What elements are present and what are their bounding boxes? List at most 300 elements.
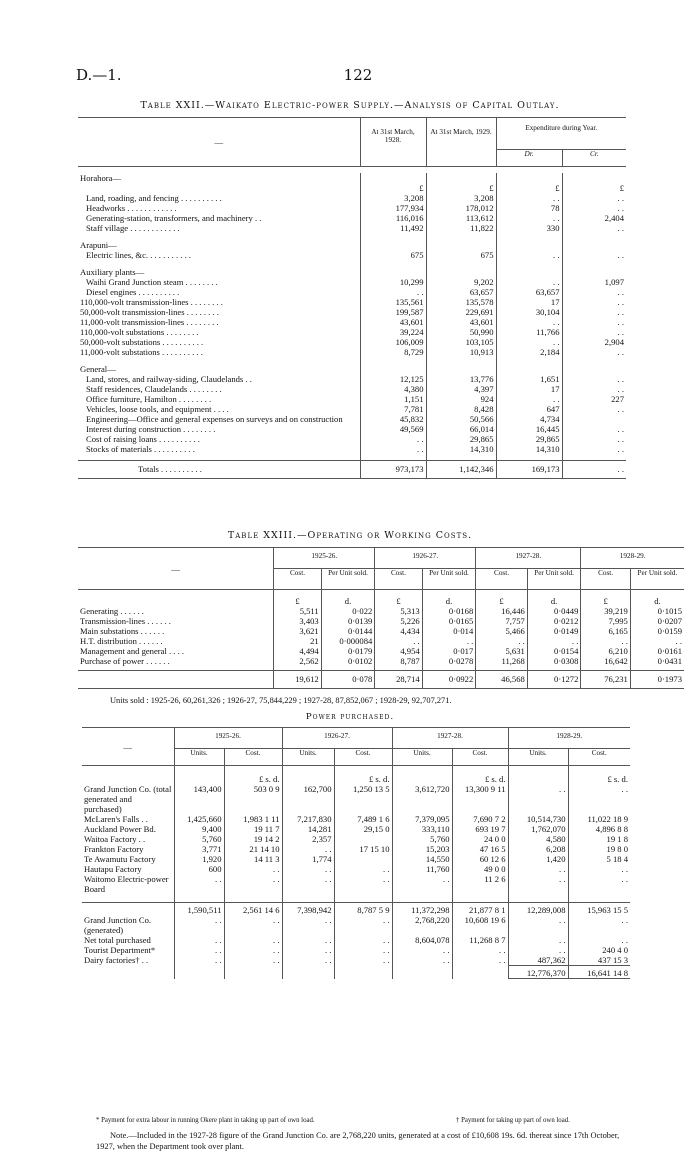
table-row	[78, 337, 626, 347]
year-1928-29: 1928-29.	[619, 552, 646, 560]
value-1929: 10,913	[426, 347, 496, 357]
value-cost: 24 0 0	[452, 834, 508, 844]
row-label: General—	[78, 364, 360, 374]
table-row	[78, 297, 626, 307]
value-cr: . .	[617, 347, 624, 357]
pp-year-1925-26: 1925-26.	[174, 728, 282, 749]
value-cr	[562, 233, 626, 240]
value-cr	[562, 414, 626, 424]
value-cost: 1,250 13 5	[334, 784, 392, 814]
table-row	[78, 233, 626, 240]
table-22-title: Table XXII.—Waikato Electric-power Supply.—Analysis of Capital Outlay.	[140, 100, 560, 111]
value-units: 8,604,078	[392, 935, 452, 945]
value-dr: 17	[496, 384, 562, 394]
unit-symbol: £	[274, 590, 321, 607]
col-head-per-unit: Per Unit sold.	[422, 569, 476, 590]
table-row	[78, 384, 626, 394]
row-label: Diesel engines . . . . . . . . . .	[78, 287, 360, 297]
value-1928	[360, 267, 426, 277]
value-per-unit: 0·0149	[527, 626, 581, 636]
table-row	[82, 945, 630, 955]
value-1929: 11,822	[426, 223, 496, 233]
final-cost: 16,641 14 8	[568, 966, 630, 979]
value-dr: . .	[496, 277, 562, 287]
value-1929	[426, 240, 496, 250]
value-cost: 5,226	[375, 616, 422, 626]
value-units: 5,760	[174, 834, 224, 844]
value-per-unit: 0·0159	[657, 626, 682, 636]
value-units: 143,400	[174, 784, 224, 814]
value-cost: 5,466	[476, 626, 528, 636]
value-1929: 229,691	[426, 307, 496, 317]
value-per-unit: 0·0139	[321, 616, 375, 626]
value-dr	[496, 267, 562, 277]
power-purchased-table	[82, 727, 630, 979]
value-dr: . .	[496, 250, 562, 260]
value-units: . .	[174, 915, 224, 935]
row-label: 50,000-volt substations . . . . . . . . . .	[78, 337, 360, 347]
table-row	[78, 616, 684, 626]
row-label: Main substations . . . . . .	[78, 626, 274, 636]
value-1929: 113,612	[426, 213, 496, 223]
value-cost: 49 0 0	[452, 864, 508, 874]
value-cost: 1,983 1 11	[224, 814, 282, 824]
row-label: Interest during construction . . . . . . . .	[78, 424, 360, 434]
value-cost: . .	[224, 945, 282, 955]
value-dr: 1,651	[496, 374, 562, 384]
value-dr: 4,734	[496, 414, 562, 424]
operating-costs-table	[78, 547, 684, 689]
value-cost: 437 15 3	[597, 955, 628, 965]
row-label: Transmission-lines . . . . . .	[78, 616, 274, 626]
value-cr	[562, 260, 626, 267]
value-1929	[426, 233, 496, 240]
value-units: . .	[508, 864, 568, 874]
value-per-unit: . .	[422, 636, 476, 646]
unit-symbol: d.	[527, 590, 581, 607]
value-per-unit: 0·0165	[422, 616, 476, 626]
value-units: 15,203	[392, 844, 452, 854]
table-row	[78, 646, 684, 656]
value-cr: . .	[617, 223, 624, 233]
table-row	[78, 404, 626, 414]
value-cost: 503 0 9	[224, 784, 282, 814]
row-label: H.T. distribution . . . . . .	[78, 636, 274, 646]
value-cost: . .	[621, 935, 628, 945]
col-head-per-unit: Per Unit sold.	[637, 569, 678, 577]
row-label: Tourist Department*	[82, 945, 174, 955]
blank-cell	[78, 671, 274, 689]
table-23-title: Table XXIII.—Operating or Working Costs.	[227, 530, 473, 541]
row-label: Waitomo Electric-power Board	[82, 874, 174, 894]
col-head-cost: Cost.	[452, 749, 508, 766]
col-head-cost: Cost.	[224, 749, 282, 766]
table-row	[78, 434, 626, 444]
value-units: 3,612,720	[392, 784, 452, 814]
page-number: 122	[343, 66, 373, 84]
totals-label: Totals . . . . . . . . . .	[78, 461, 360, 479]
total-per-unit: 0·0922	[422, 671, 476, 689]
value-cost: 16,446	[476, 606, 528, 616]
row-label: Generating-station, transformers, and machinery . .	[78, 213, 360, 223]
footnote-2: † Payment for taking up part of own load.	[456, 1117, 570, 1124]
value-cr: . .	[617, 384, 624, 394]
value-1929: 135,578	[426, 297, 496, 307]
value-1929	[426, 173, 496, 183]
value-cost: . .	[452, 955, 508, 966]
value-cost: . .	[452, 945, 508, 955]
value-cr: . .	[617, 297, 624, 307]
blank-cell	[282, 966, 334, 979]
value-units: 7,217,830	[282, 814, 334, 824]
value-units: 1,590,511	[174, 903, 224, 916]
value-units: . .	[392, 945, 452, 955]
power-purchased-title: Power purchased.	[305, 712, 395, 722]
value-dr: 17	[496, 297, 562, 307]
value-units: 1,425,660	[174, 814, 224, 824]
value-units: . .	[282, 874, 334, 894]
value-units: 6,208	[508, 844, 568, 854]
row-label: Purchase of power . . . . . .	[78, 656, 274, 666]
value-dr: 2,184	[496, 347, 562, 357]
table-row	[78, 213, 626, 223]
value-dr	[496, 233, 562, 240]
value-1928: 39,224	[360, 327, 426, 337]
row-label	[78, 183, 360, 193]
value-cost: 4,434	[375, 626, 422, 636]
value-cost: . .	[224, 874, 282, 894]
value-cr: . .	[617, 287, 624, 297]
value-1928	[360, 233, 426, 240]
value-per-unit: 0·0308	[527, 656, 581, 666]
value-cost: 3,403	[274, 616, 321, 626]
value-cost: . .	[224, 915, 282, 935]
row-label: Arapuni—	[78, 240, 360, 250]
table-row	[78, 626, 684, 636]
col-head-cr: Cr.	[589, 150, 599, 159]
blank-cell	[224, 966, 282, 979]
value-cr	[562, 173, 626, 183]
value-units: . .	[392, 955, 452, 966]
value-1928: 45,832	[360, 414, 426, 424]
table-row	[78, 287, 626, 297]
total-per-unit: 0·1973	[657, 674, 682, 684]
table-row	[78, 656, 684, 666]
row-label	[78, 357, 360, 364]
col-head-1929: At 31st March, 1929.	[426, 118, 496, 167]
value-1928: . .	[360, 287, 426, 297]
units-sold-line: Units sold : 1925-26, 60,261,326 ; 1926-27, 75,844,229 ; 1927-28, 87,852,067 ; 1928-29, 92,707,271.	[110, 696, 452, 705]
value-cost: . .	[621, 784, 628, 794]
value-per-unit: 0·0179	[321, 646, 375, 656]
value-cr: . .	[617, 250, 624, 260]
table-row	[82, 814, 630, 824]
value-1928	[360, 357, 426, 364]
table-row	[82, 955, 630, 966]
value-cost: 6,210	[581, 646, 630, 656]
row-label: 11,000-volt substations . . . . . . . . . .	[78, 347, 360, 357]
value-cr: . .	[617, 404, 624, 414]
value-units: 11,760	[392, 864, 452, 874]
value-cost: 4,954	[375, 646, 422, 656]
final-units: 12,776,370	[508, 966, 568, 979]
value-cr: £	[619, 183, 624, 193]
table-row	[78, 183, 626, 193]
value-units: 2,768,220	[392, 915, 452, 935]
value-cost: 11,022 18 9	[587, 814, 628, 824]
value-cost: 8,787	[375, 656, 422, 666]
value-1928: 7,781	[360, 404, 426, 414]
value-units: 9,400	[174, 824, 224, 834]
row-label: Hautapu Factory	[82, 864, 174, 874]
table-row	[78, 250, 626, 260]
value-units: 3,771	[174, 844, 224, 854]
value-cost: 11,268	[476, 656, 528, 666]
value-units: . .	[392, 874, 452, 894]
pp-year-1927-28: 1927-28.	[392, 728, 508, 749]
table-row	[78, 347, 626, 357]
value-per-unit: . .	[675, 636, 682, 646]
value-1928: 49,569	[360, 424, 426, 434]
value-units: . .	[282, 844, 334, 854]
year-1926-27: 1926-27.	[375, 548, 476, 569]
table-row	[78, 260, 626, 267]
value-1928: 3,208	[360, 193, 426, 203]
lsd-symbols: £ s. d.	[607, 774, 628, 784]
total-cost: 19,612	[274, 671, 321, 689]
unit-symbol: d.	[321, 590, 375, 607]
value-units: . .	[174, 955, 224, 966]
value-cost: 19 11 7	[224, 824, 282, 834]
row-label: McLaren's Falls . .	[82, 814, 174, 824]
value-cost: 7,757	[476, 616, 528, 626]
table-row	[78, 636, 684, 646]
table-row	[78, 307, 626, 317]
col-head-blank: —	[78, 118, 360, 167]
value-cost: 14 11 3	[224, 854, 282, 864]
table-row	[82, 874, 630, 894]
value-1928: . .	[360, 444, 426, 454]
value-cost: 7,690 7 2	[452, 814, 508, 824]
row-label: Headworks . . . . . . . . . . . .	[78, 203, 360, 213]
value-cr: . .	[617, 317, 624, 327]
blank-cell	[282, 766, 334, 785]
value-1928: 106,009	[360, 337, 426, 347]
value-1929	[426, 267, 496, 277]
value-units: . .	[282, 935, 334, 945]
value-cost: . .	[334, 935, 392, 945]
row-label: Waitoa Factory . .	[82, 834, 174, 844]
table-row	[78, 357, 626, 364]
row-label	[78, 233, 360, 240]
value-cost: 29,15 0	[334, 824, 392, 834]
blank-cell	[392, 966, 452, 979]
value-cost: . .	[334, 874, 392, 894]
value-cost: 5,631	[476, 646, 528, 656]
row-label: Generating . . . . . .	[78, 606, 274, 616]
value-cost: 19 1 8	[606, 834, 628, 844]
value-1929: 9,202	[426, 277, 496, 287]
table-row	[82, 844, 630, 854]
value-cost: 4,896 8 8	[595, 824, 628, 834]
value-1929: £	[426, 183, 496, 193]
value-cr: . .	[617, 374, 624, 384]
row-label: Electric lines, &c. . . . . . . . . . .	[78, 250, 360, 260]
value-dr	[496, 260, 562, 267]
table-row	[82, 824, 630, 834]
row-label: Auxiliary plants—	[78, 267, 360, 277]
value-1928: 135,561	[360, 297, 426, 307]
value-cost: 5 18 4	[606, 854, 628, 864]
value-units: 487,362	[508, 955, 568, 966]
row-label: Dairy factories† . .	[82, 955, 174, 966]
value-dr: . .	[496, 337, 562, 347]
value-cr	[562, 267, 626, 277]
value-cr	[562, 357, 626, 364]
value-units: 333,110	[392, 824, 452, 834]
value-per-unit: 0·014	[422, 626, 476, 636]
value-1929: 4,397	[426, 384, 496, 394]
value-cost: 2,561 14 6	[224, 903, 282, 916]
total-per-unit: 0·078	[321, 671, 375, 689]
value-1929: 178,012	[426, 203, 496, 213]
value-cr: . .	[617, 434, 624, 444]
value-per-unit: 0·1015	[657, 606, 682, 616]
table-row	[82, 915, 630, 935]
value-1928: 43,601	[360, 317, 426, 327]
lsd-symbols: £ s. d.	[224, 766, 282, 785]
table-row	[78, 374, 626, 384]
table-row	[78, 193, 626, 203]
row-label: Grand Junction Co. (generated)	[82, 915, 174, 935]
unit-symbol: d.	[422, 590, 476, 607]
final-total-row	[82, 966, 630, 979]
value-1929: 50,566	[426, 414, 496, 424]
value-cost: 17 15 10	[334, 844, 392, 854]
value-cost	[334, 834, 392, 844]
value-units: 1,774	[282, 854, 334, 864]
value-dr	[496, 173, 562, 183]
value-1928: 1,151	[360, 394, 426, 404]
value-cr: 1,097	[604, 277, 624, 287]
value-units: 1,762,070	[508, 824, 568, 834]
table-row	[78, 317, 626, 327]
value-cr	[562, 240, 626, 250]
value-1929: 13,776	[426, 374, 496, 384]
value-cost: 60 12 6	[452, 854, 508, 864]
table-row	[78, 414, 626, 424]
value-per-unit: 0·0212	[527, 616, 581, 626]
value-per-unit: 0·0168	[422, 606, 476, 616]
value-cost: 13,300 9 11	[452, 784, 508, 814]
value-dr: 16,445	[496, 424, 562, 434]
value-dr: 63,657	[496, 287, 562, 297]
value-cost: 3,621	[274, 626, 321, 636]
value-cost: 15,963 15 5	[587, 905, 628, 915]
value-1928: 177,934	[360, 203, 426, 213]
pp-year-1928-29: 1928-29.	[556, 732, 583, 740]
value-1928: 11,492	[360, 223, 426, 233]
unit-symbol: £	[581, 590, 630, 607]
table-row	[78, 203, 626, 213]
col-head-cost: Cost.	[581, 569, 630, 590]
pp-year-1926-27: 1926-27.	[282, 728, 392, 749]
value-cost: . .	[621, 874, 628, 884]
value-1928: 4,380	[360, 384, 426, 394]
value-cost: 19 14 2	[224, 834, 282, 844]
value-cr: . .	[617, 307, 624, 317]
value-cost: . .	[621, 864, 628, 874]
col-head-dr: Dr.	[496, 150, 562, 167]
value-units: . .	[282, 955, 334, 966]
blank-cell	[508, 766, 568, 785]
page-header	[76, 66, 640, 86]
table-row	[78, 240, 626, 250]
value-per-unit: 0·0161	[657, 646, 682, 656]
value-cost: 11,268 8 7	[452, 935, 508, 945]
value-cost: 11 2 6	[452, 874, 508, 894]
value-units: 14,281	[282, 824, 334, 834]
blank-cell	[174, 966, 224, 979]
value-per-unit: 0·000084	[321, 636, 375, 646]
value-units: 11,372,298	[392, 903, 452, 916]
col-head-cost: Cost.	[274, 569, 321, 590]
value-1928: 10,299	[360, 277, 426, 287]
row-label: Management and general . . . .	[78, 646, 274, 656]
blank-cell	[334, 966, 392, 979]
value-cost	[334, 854, 392, 864]
value-1928	[360, 260, 426, 267]
value-units: . .	[174, 935, 224, 945]
value-units: 10,514,730	[508, 814, 568, 824]
value-cost: 8,787 5 9	[334, 903, 392, 916]
doc-reference: D.—1.	[76, 66, 122, 84]
total-cr: . .	[617, 464, 624, 474]
value-cost: 6,165	[581, 626, 630, 636]
value-1928	[360, 173, 426, 183]
table-row	[78, 277, 626, 287]
col-head-blank: —	[78, 548, 274, 590]
value-dr: 29,865	[496, 434, 562, 444]
totals-row	[78, 671, 684, 689]
col-head-cost: Cost.	[334, 749, 392, 766]
row-label: Frankton Factory	[82, 844, 174, 854]
value-units: . .	[174, 945, 224, 955]
row-label: Staff village . . . . . . . . . . . .	[78, 223, 360, 233]
value-cost: . .	[224, 955, 282, 966]
blank-cell	[452, 966, 508, 979]
value-cost: 7,489 1 6	[334, 814, 392, 824]
note-paragraph: Note.—Included in the 1927-28 figure of the Grand Junction Co. are 2,768,220 units, generated at a cost of £10,608 19s. 6d. thereat since 17th October, 1927, when the Department took over plant.	[96, 1131, 620, 1151]
footnotes	[96, 1117, 656, 1124]
value-cr: . .	[617, 193, 624, 203]
value-units: 7,398,942	[282, 903, 334, 916]
value-1928: 12,125	[360, 374, 426, 384]
value-dr: . .	[496, 317, 562, 327]
value-cost: . .	[224, 935, 282, 945]
table-row	[78, 223, 626, 233]
value-per-unit: 0·0278	[422, 656, 476, 666]
lsd-symbols: £ s. d.	[334, 766, 392, 785]
value-cost: 47 16 5	[452, 844, 508, 854]
value-per-unit: 0·0207	[657, 616, 682, 626]
value-units: 12,289,008	[508, 903, 568, 916]
value-1929	[426, 260, 496, 267]
value-per-unit: 0·0431	[657, 656, 682, 666]
value-units: 1,420	[508, 854, 568, 864]
value-1928: £	[360, 183, 426, 193]
value-cost: 19 8 0	[606, 844, 628, 854]
